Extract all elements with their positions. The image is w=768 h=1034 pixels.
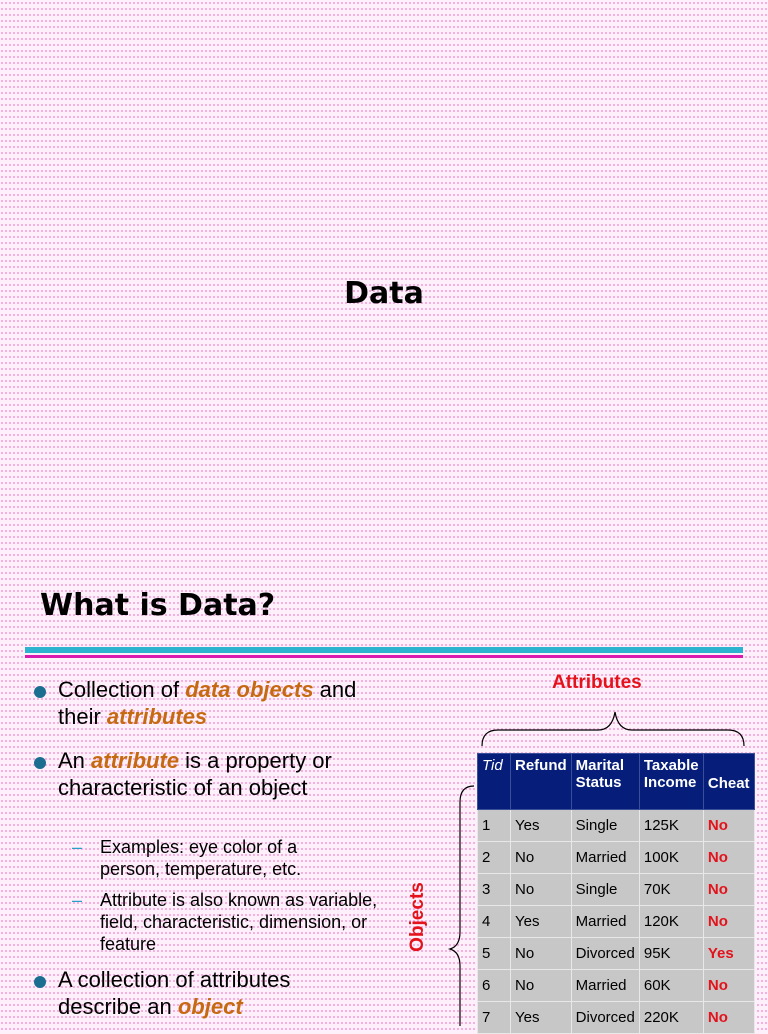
sub-bullet-text: Examples: eye color of a person, temperature, etc. bbox=[100, 837, 302, 879]
table-cell: No bbox=[703, 906, 754, 938]
table-cell: 5 bbox=[478, 938, 511, 970]
table-cell: 2 bbox=[478, 842, 511, 874]
bullet-text: is a property or characteristic of an object bbox=[58, 748, 332, 800]
table-cell: 120K bbox=[639, 906, 703, 938]
table-row bbox=[478, 810, 755, 842]
table-cell: Single bbox=[571, 810, 639, 842]
table-cell: No bbox=[511, 970, 572, 1002]
highlight-term: attribute bbox=[91, 748, 180, 773]
table-cell: 4 bbox=[478, 906, 511, 938]
bullet-text: and their bbox=[58, 677, 357, 729]
objects-brace-icon bbox=[446, 782, 476, 1026]
table-cell: 60K bbox=[639, 970, 703, 1002]
column-header-refund: Refund bbox=[511, 754, 572, 810]
table-cell: 125K bbox=[639, 810, 703, 842]
highlight-term: object bbox=[177, 994, 243, 1019]
table-cell: No bbox=[703, 874, 754, 906]
table-header-row bbox=[478, 754, 755, 810]
table-row bbox=[478, 842, 755, 874]
table-cell: Yes bbox=[511, 1002, 572, 1034]
table-cell: 1 bbox=[478, 810, 511, 842]
bullet-text: Collection of bbox=[58, 677, 186, 702]
data-table bbox=[477, 753, 755, 1034]
table-cell: 220K bbox=[639, 1002, 703, 1034]
sub-bullet-text: Attribute is also known as variable, field, characteristic, dimension, or feature bbox=[100, 890, 378, 954]
attributes-brace-icon bbox=[478, 708, 748, 748]
table-cell: 95K bbox=[639, 938, 703, 970]
table-cell: Married bbox=[571, 842, 639, 874]
table-cell: 7 bbox=[478, 1002, 511, 1034]
table-row bbox=[478, 970, 755, 1002]
bullet-dot-icon bbox=[34, 976, 46, 988]
table-cell: No bbox=[511, 874, 572, 906]
table-cell: 100K bbox=[639, 842, 703, 874]
table-cell: Divorced bbox=[571, 938, 639, 970]
table-row bbox=[478, 938, 755, 970]
table-cell: Yes bbox=[511, 906, 572, 938]
table-cell: Divorced bbox=[571, 1002, 639, 1034]
column-header-taxable-income: Taxable Income bbox=[639, 754, 703, 810]
table-cell: No bbox=[703, 810, 754, 842]
bullet-text: A collection of attributes describe an bbox=[58, 967, 291, 1019]
table-cell: 6 bbox=[478, 970, 511, 1002]
column-header-cheat: Cheat bbox=[703, 754, 754, 810]
objects-label: Objects bbox=[407, 882, 428, 952]
table-cell: No bbox=[703, 970, 754, 1002]
bullet-dot-icon bbox=[34, 686, 46, 698]
attributes-label: Attributes bbox=[552, 672, 642, 693]
table-cell: Married bbox=[571, 906, 639, 938]
table-cell: Married bbox=[571, 970, 639, 1002]
table-row bbox=[478, 874, 755, 906]
table-cell: Yes bbox=[703, 938, 754, 970]
table-cell: 3 bbox=[478, 874, 511, 906]
slide-title: Data bbox=[344, 276, 424, 311]
column-header-marital-status: Marital Status bbox=[571, 754, 639, 810]
table-row bbox=[478, 1002, 755, 1034]
table-cell: No bbox=[511, 938, 572, 970]
table-cell: No bbox=[703, 842, 754, 874]
column-header-tid: Tid bbox=[478, 754, 511, 810]
table-cell: No bbox=[511, 842, 572, 874]
section-title: What is Data? bbox=[40, 588, 276, 623]
bullet-text: An bbox=[58, 748, 92, 773]
table-cell: Yes bbox=[511, 810, 572, 842]
dash-icon: – bbox=[72, 837, 83, 857]
table-row bbox=[478, 906, 755, 938]
title-divider-cyan bbox=[25, 647, 743, 653]
bullet-dot-icon bbox=[34, 757, 46, 769]
table-cell: Single bbox=[571, 874, 639, 906]
table-cell: 70K bbox=[639, 874, 703, 906]
title-divider-magenta bbox=[25, 655, 743, 658]
highlight-term: attributes bbox=[106, 704, 208, 729]
table-cell: No bbox=[703, 1002, 754, 1034]
highlight-term: data objects bbox=[185, 677, 314, 702]
dash-icon: – bbox=[72, 890, 83, 910]
